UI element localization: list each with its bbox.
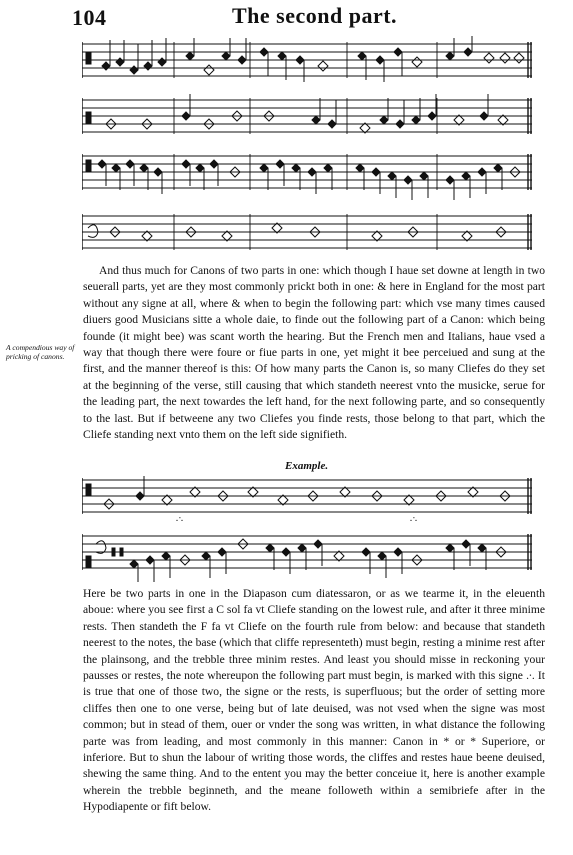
page-number: 104 (72, 5, 107, 30)
example-label: Example. (285, 460, 329, 472)
canon-sign-2: .∙. (410, 513, 418, 524)
example-staff-2 (82, 526, 532, 584)
music-staff-2 (82, 90, 532, 142)
music-staff-1 (82, 36, 532, 84)
music-staff-4 (82, 206, 532, 256)
paragraph-1-text: And thus much for Canons of two parts in one: which though I haue set downe at length in two seuerall parts, yet are they most commonly prickt both in one: & here in England for the most part without any signe at all, where & when to begin the following part: which vse many times caused diuers good Musicians sitte a whole daie, to finde out the following part of a Canon: which being founde (it might bee) was scant worth the hearing. But the French men and Italians, haue vsed a way that though there were foure or fiue parts in one, yet might it bee perceiued and sung at the first, and the manner thereof is this: Of how many parts the Canon is, so many Cliefes do they set at the beginning of the verse, still causing that which standeth neerest vnto the musicke, serue for the leading part, the next towardes the left hand, for the next following parte, and so consequently to the last. But if betweene any two Cliefes you finde rests, those belong to that part, which the Cliefe standing next vnto them on the left side signifieth. (83, 264, 545, 442)
music-staff-3 (82, 146, 532, 202)
running-title: The second part. (232, 3, 398, 28)
paragraph-example-explanation (83, 586, 545, 816)
paragraph-2-text: Here be two parts in one in the Diapason cum diatessaron, or as we tearme it, in the eleuenth aboue: where you see first a C sol fa vt Cliefe standing on the lowest rule, and after it three minime rests. Then standeth the F fa vt Cliefe on the fourth rule from below: and because that standeth neerest to the notes, the base (which that cliffe representeth) must begin, resting a minime rest after the plainsong, and the trebble three minim restes. And least you should misse in reckoning your pausses or restes, the note whereupon the following part must begin, is marked with this signe .∙. It is true that one of those two, the signe or the rests, is superfluous; but the order of setting more cliffes then one to one verse, being but of late deuised, was not vsed when the signe was most common; but in stead of them, ouer or vnder the song was written, in what distance the following parte was from leading, and most commonly in this manner: Canon in * or * Superiore, or inferiore. But to shun the labour of writing those words, the cliffes and restes haue beene deuised, shewing the same thing. And to the entent you may the better conceiue it, here is another example wherein the trebble beginneth, and the meane followeth within a semibriefe after in the Hypodiapente or fift below. (83, 587, 545, 814)
margin-note: A compendious way of pricking of canons. (6, 343, 75, 361)
paragraph-canons-in-one (83, 263, 545, 443)
canon-sign-1: .∙. (176, 513, 184, 524)
example-staff-1 (82, 474, 532, 520)
